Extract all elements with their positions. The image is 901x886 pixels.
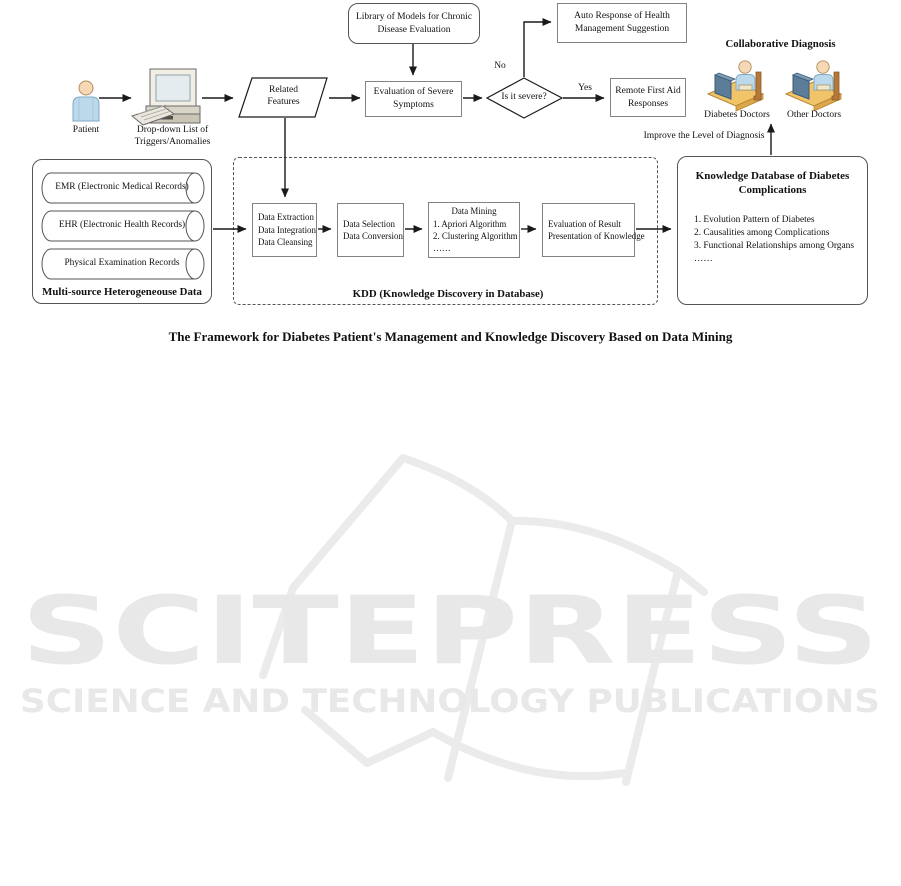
remote-first-aid-box <box>610 78 686 117</box>
kdd-mining-line3: …… <box>433 243 451 254</box>
knowledge-list <box>694 214 863 266</box>
evaluation-severe-symptoms-box <box>365 81 462 117</box>
auto-response-label: Auto Response of Health Management Suggestion <box>574 11 670 34</box>
diabetes-doctor-icon <box>708 61 763 111</box>
library-of-models-label: Library of Models for Chronic Disease Evaluation <box>355 12 473 35</box>
auto-response-box <box>557 3 687 43</box>
diabetes-doctors-label: Diabetes Doctors <box>704 110 770 120</box>
kdd-box-mining <box>428 202 520 258</box>
kdd-mining-line1: 1. Apriori Algorithm <box>433 218 507 229</box>
knowledge-item-2: 2. Causalities among Complications <box>694 228 830 238</box>
decision-yes-label: Yes <box>578 83 592 93</box>
multisource-title: Multi-source Heterogeneouse Data <box>42 286 202 298</box>
kdd-mining-title: Data Mining <box>451 206 497 217</box>
desktop-computer-icon <box>132 69 200 125</box>
kdd-extraction-line1: Data Extraction <box>258 212 314 223</box>
kdd-evaluation-line2: Presentation of Knowledge <box>548 231 645 241</box>
knowledge-item-3: 3. Functional Relationships among Organs <box>694 241 854 251</box>
cylinder-physical-label: Physical Examination Records <box>64 258 180 268</box>
collaborative-diagnosis-title: Collaborative Diagnosis <box>725 38 836 50</box>
patient-label: Patient <box>72 125 100 135</box>
watermark-subtitle-text: SCIENCE AND TECHNOLOGY PUBLICATIONS <box>20 682 880 720</box>
figure-caption: The Framework for Diabetes Patient's Management and Knowledge Discovery Based on Data Mining <box>168 329 733 344</box>
other-doctor-icon <box>786 61 841 111</box>
watermark-logo-text: SCITEPRESS <box>21 577 880 686</box>
knowledge-title-line1: Knowledge Database of Diabetes <box>695 170 850 182</box>
patient-icon <box>73 81 99 121</box>
decision-no-label: No <box>494 61 506 71</box>
kdd-box-evaluation <box>542 203 645 257</box>
kdd-box-selection <box>337 203 404 257</box>
kdd-box-extraction <box>252 203 317 257</box>
knowledge-database-box <box>677 156 868 305</box>
knowledge-item-1: 1. Evolution Pattern of Diabetes <box>694 215 815 225</box>
remote-first-aid-label: Remote First Aid Responses <box>615 85 681 109</box>
kdd-mining-line2: 2. Clustering Algorithm <box>433 231 518 241</box>
kdd-container-title: KDD (Knowledge Discovery in Database) <box>352 288 544 300</box>
kdd-selection-line2: Data Conversion <box>343 231 403 241</box>
kdd-selection-line1: Data Selection <box>343 218 395 229</box>
evaluation-severe-symptoms-label: Evaluation of Severe Symptoms <box>373 87 454 110</box>
kdd-extraction-line3: Data Cleansing <box>258 237 313 248</box>
knowledge-database-title <box>682 170 863 198</box>
cylinder-ehr-label: EHR (Electronic Health Records) <box>58 220 186 230</box>
other-doctors-label: Other Doctors <box>786 110 842 120</box>
knowledge-item-4: …… <box>694 254 713 264</box>
related-features-label: Related Features <box>267 85 300 107</box>
book-left-page <box>293 458 512 588</box>
decision-label: Is it severe? <box>501 92 547 102</box>
dropdown-list-label: Drop-down List of Triggers/Anomalies <box>134 125 211 147</box>
library-of-models-box <box>348 3 480 44</box>
kdd-evaluation-line1: Evaluation of Result <box>548 218 621 229</box>
improve-diagnosis-label: Improve the Level of Diagnosis <box>643 131 765 141</box>
kdd-extraction-line2: Data Integration <box>258 224 316 235</box>
knowledge-title-line2: Complications <box>738 183 807 196</box>
cylinder-emr-label: EMR (Electronic Medical Records) <box>55 182 189 192</box>
